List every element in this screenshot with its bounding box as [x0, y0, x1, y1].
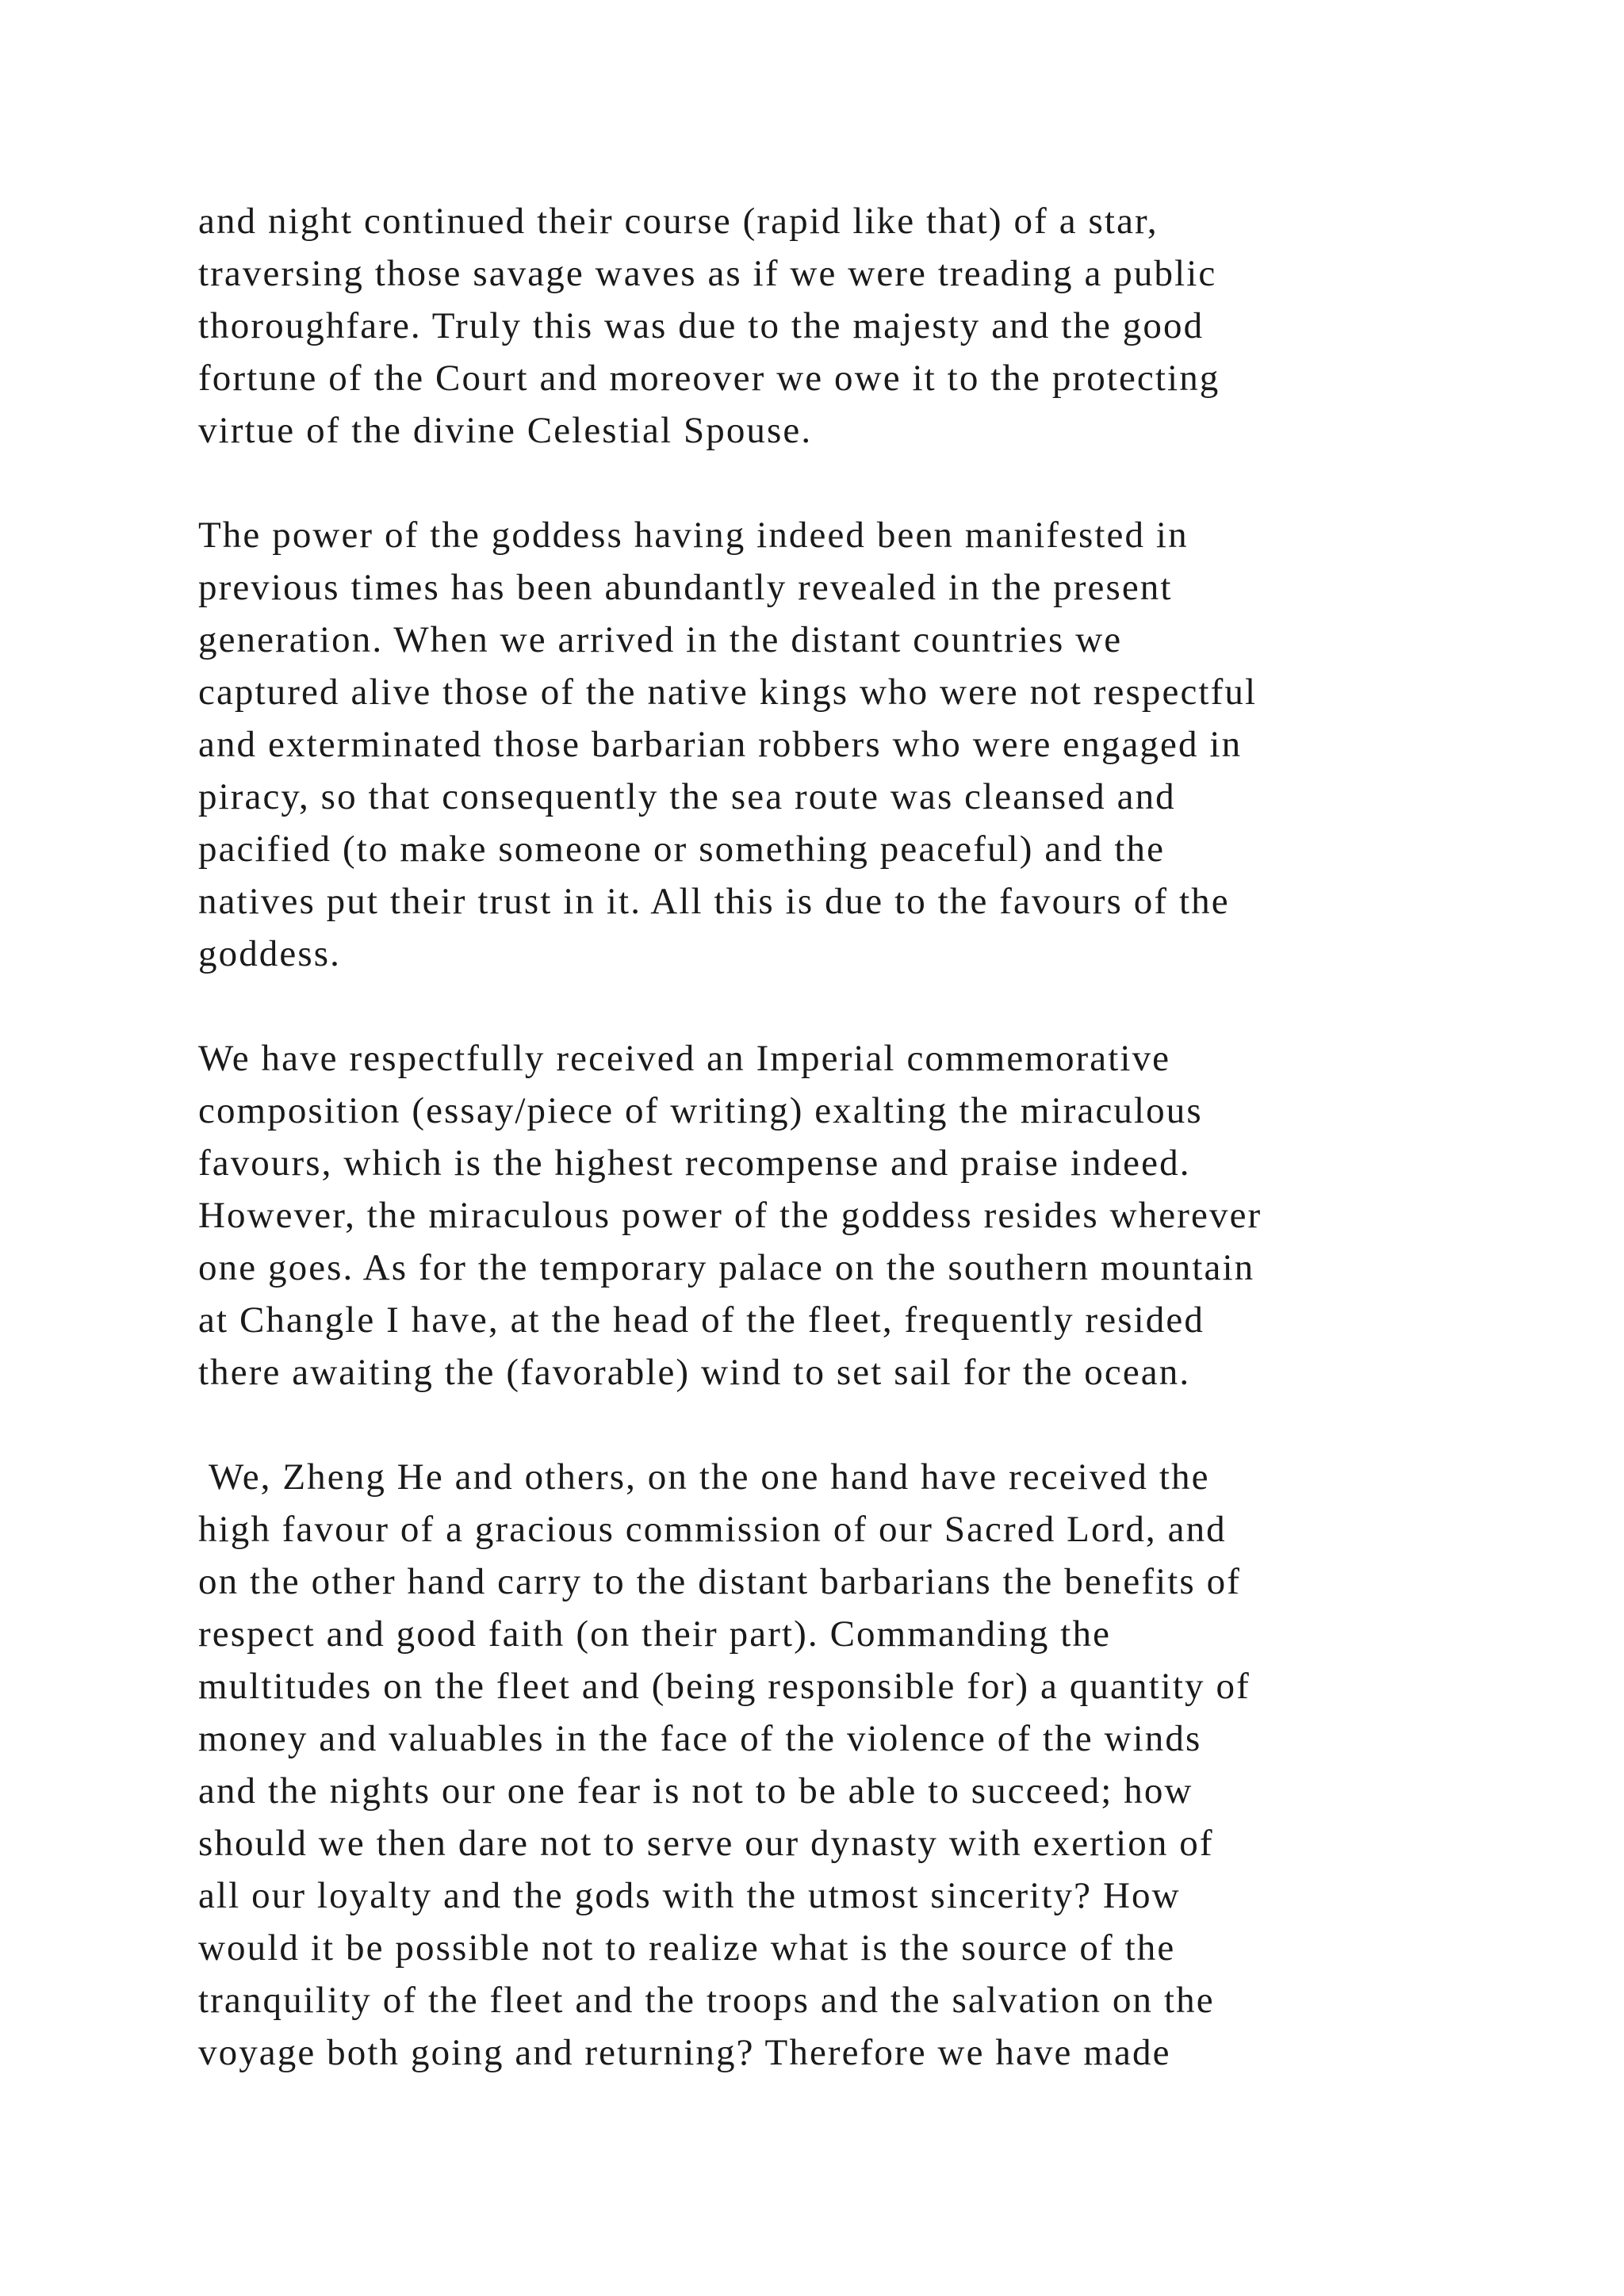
text-line: voyage both going and returning? Therefore we have made — [198, 2032, 1171, 2073]
text-line: money and valuables in the face of the violence of the winds — [198, 1718, 1202, 1759]
paragraph-4 — [198, 1451, 1483, 2079]
text-line: high favour of a gracious commission of our Sacred Lord, and — [198, 1509, 1227, 1550]
paragraph-3 — [198, 1032, 1483, 1399]
text-line: The power of the goddess having indeed been manifested in — [198, 515, 1189, 556]
text-line: composition (essay/piece of writing) exalting the miraculous — [198, 1090, 1203, 1131]
text-line: and the nights our one fear is not to be able to succeed; how — [198, 1770, 1193, 1812]
text-line: tranquility of the fleet and the troops and the salvation on the — [198, 1980, 1215, 2021]
text-line: traversing those savage waves as if we were treading a public — [198, 253, 1217, 294]
text-line: captured alive those of the native kings who were not respectful — [198, 672, 1258, 713]
text-line: all our loyalty and the gods with the utmost sincerity? How — [198, 1875, 1181, 1916]
text-line: thoroughfare. Truly this was due to the majesty and the good — [198, 305, 1205, 346]
text-line: generation. When we arrived in the distant countries we — [198, 619, 1123, 660]
text-line: goddess. — [198, 933, 341, 974]
text-line: one goes. As for the temporary palace on the southern mountain — [198, 1247, 1255, 1288]
text-line: However, the miraculous power of the goddess resides wherever — [198, 1195, 1262, 1236]
text-line: on the other hand carry to the distant barbarians the benefits of — [198, 1561, 1242, 1602]
text-line: and night continued their course (rapid like that) of a star, — [198, 201, 1159, 242]
text-line: there awaiting the (favorable) wind to set sail for the ocean. — [198, 1352, 1191, 1393]
text-line: natives put their trust in it. All this is due to the favours of the — [198, 881, 1230, 922]
text-line: virtue of the divine Celestial Spouse. — [198, 410, 813, 451]
text-line: We, Zheng He and others, on the one hand have received the — [198, 1456, 1210, 1498]
text-line: at Changle I have, at the head of the fleet, frequently resided — [198, 1299, 1205, 1341]
paragraph-2 — [198, 509, 1483, 980]
text-line: previous times has been abundantly revealed in the present — [198, 567, 1173, 608]
text-line: should we then dare not to serve our dynasty with exertion of — [198, 1823, 1214, 1864]
text-line: fortune of the Court and moreover we owe it to the protecting — [198, 358, 1220, 399]
text-line: multitudes on the fleet and (being responsible for) a quantity of — [198, 1666, 1251, 1707]
text-line: pacified (to make someone or something peaceful) and the — [198, 828, 1166, 870]
text-line: and exterminated those barbarian robbers who were engaged in — [198, 724, 1243, 765]
paragraph-1 — [198, 195, 1483, 457]
text-line: would it be possible not to realize what is the source of the — [198, 1927, 1176, 1969]
text-line: favours, which is the highest recompense and praise indeed. — [198, 1142, 1191, 1184]
text-line: piracy, so that consequently the sea route was cleansed and — [198, 776, 1176, 817]
text-line: We have respectfully received an Imperial commemorative — [198, 1038, 1171, 1079]
text-line: respect and good faith (on their part). Commanding the — [198, 1613, 1112, 1655]
document-body — [198, 195, 1483, 2131]
